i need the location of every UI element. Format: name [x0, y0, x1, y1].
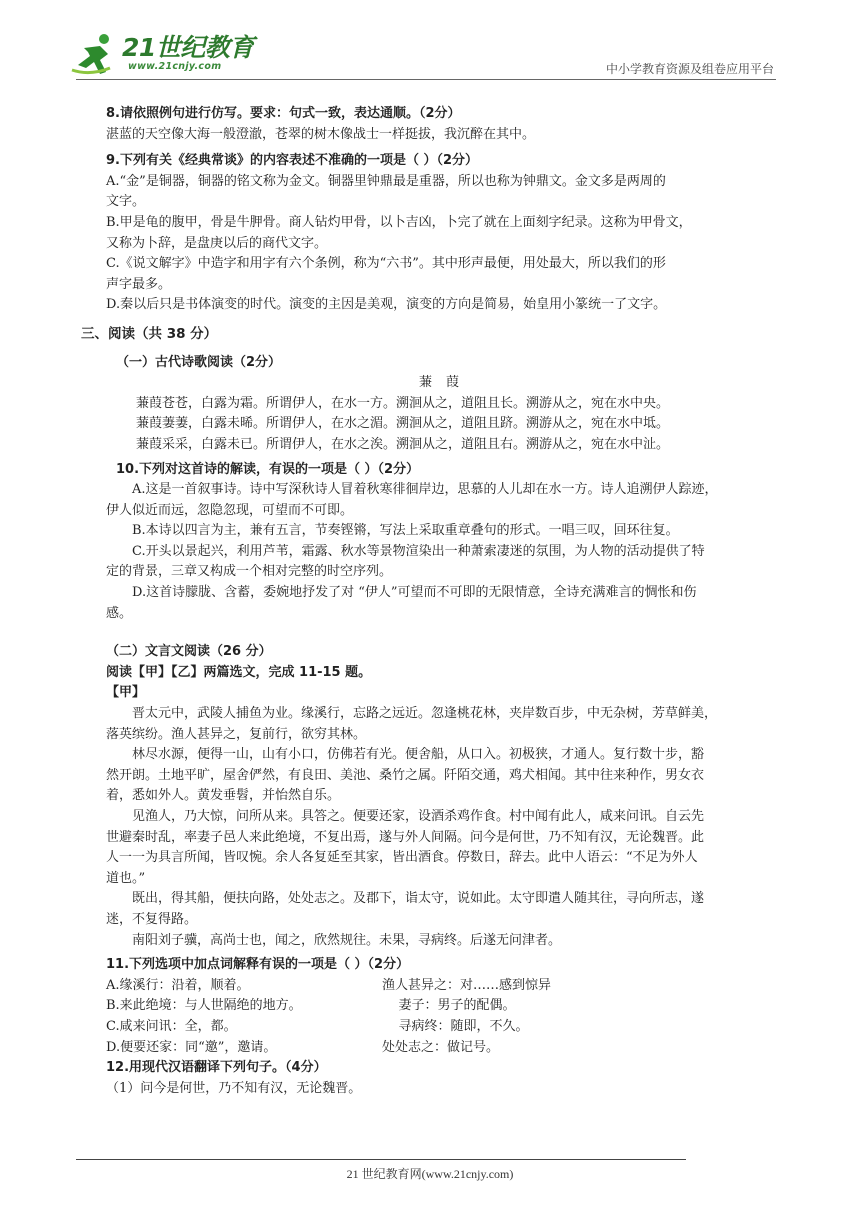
q11-option-right: 寻病终：随即，不久。 — [382, 1018, 529, 1034]
q10-option-d: D.这首诗朦胧、含蓄，委婉地抒发了对 “伊人”可望而不可即的无限情意，全诗充满难言的惆怅和伤 — [132, 585, 697, 601]
section-3-title: 三、阅读（共 38 分） — [81, 325, 218, 342]
poetry-section-title: （一）古代诗歌阅读（2分） — [116, 354, 282, 370]
q11-option-right: 处处志之：做记号。 — [382, 1039, 500, 1055]
passage-line: 着，悉如外人。黄发垂髫，并怡然自乐。 — [106, 788, 341, 804]
logo-text: 21世纪教育 — [122, 33, 254, 62]
q9-option-a-cont: 文字。 — [106, 194, 146, 210]
classical-section-title: （二）文言文阅读（26 分） — [106, 644, 272, 660]
q9-option-d: D.秦以后只是书体演变的时代。演变的主因是美观，演变的方向是简易，始皇用小篆统一了文字。 — [106, 297, 667, 313]
runner-logo-icon — [70, 32, 124, 76]
passage-line: 迷，不复得路。 — [106, 911, 198, 927]
logo — [70, 28, 260, 80]
document-body — [81, 104, 786, 1099]
q10-option-c: C.开头以景起兴，利用芦苇，霜露、秋水等景物渲染出一种萧索凄迷的氛围，为人物的活动提供了特 — [132, 543, 705, 559]
q10-option-b: B.本诗以四言为主，兼有五言，节奏铿锵，写法上采取重章叠句的形式。一唱三叹，回环往复。 — [132, 523, 679, 539]
platform-name: 中小学教育资源及组卷应用平台 — [605, 62, 774, 76]
passage-line: 落英缤纷。渔人甚异之，复前行，欲穷其林。 — [106, 726, 367, 742]
q11-title: 11.下列选项中加点词解释有误的一项是（ ）（2分） — [106, 957, 410, 973]
q10-option-d-cont: 感。 — [106, 605, 133, 621]
logo-url: www.21cnjy.com — [128, 61, 222, 72]
passage-line: 道也。” — [106, 870, 146, 886]
passage-line: 晋太元中，武陵人捕鱼为业。缘溪行，忘路之远近。忽逢桃花林，夹岸数百步，中无杂树，芳草鲜美， — [132, 706, 718, 722]
footer-divider — [76, 1159, 686, 1160]
passage-line: 林尽水源，便得一山，山有小口，仿佛若有光。便舍船，从口入。初极狭，才通人。复行数十步，豁 — [132, 747, 705, 763]
q10-title: 10.下列对这首诗的解读，有误的一项是（ ）（2分） — [116, 461, 420, 477]
q11-option-left: A.缘溪行：沿着，顺着。 — [106, 977, 250, 993]
q11-option-left: D.便要还家：同“邀”，邀请。 — [106, 1039, 277, 1055]
q11-option-right: 妻子：男子的配偶。 — [382, 998, 516, 1014]
q11-row — [106, 976, 786, 997]
q10-option-a: A.这是一首叙事诗。诗中写深秋诗人冒着秋寒徘徊岸边，思慕的人儿却在水一方。诗人追溯伊人踪迹， — [132, 482, 718, 498]
passage-line: 既出，得其船，便扶向路，处处志之。及郡下，诣太守，说如此。太守即遣人随其往，寻向所志，遂 — [132, 891, 705, 907]
passage-jia-label: 【甲】 — [106, 685, 146, 701]
poem-line: 蒹葭采采，白露未已。所谓伊人，在水之涘。溯洄从之，道阻且右。溯游从之，宛在水中沚。 — [136, 436, 670, 452]
q12-sentence-1: （1）问今是何世，乃不知有汉，无论魏晋。 — [106, 1080, 362, 1096]
q9-option-b: B.甲是龟的腹甲，骨是牛胛骨。商人钻灼甲骨，以卜吉凶，卜完了就在上面刻字纪录。这称为甲骨文， — [106, 214, 692, 230]
q11-row — [106, 1038, 786, 1059]
q11-option-right: 渔人甚异之：对……感到惊异 — [382, 977, 552, 993]
page-header — [0, 0, 860, 86]
q11-row — [106, 996, 786, 1017]
q11-row — [106, 1017, 786, 1038]
poem-line: 蒹葭苍苍，白露为霜。所谓伊人，在水一方。溯洄从之，道阻且长。溯游从之，宛在水中央。 — [136, 395, 670, 411]
passage-line: 然开朗。土地平旷，屋舍俨然，有良田、美池、桑竹之属。阡陌交通，鸡犬相闻。其中往来种作，男女衣 — [106, 767, 705, 783]
page-footer: 21 世纪教育网(www.21cnjy.com) — [346, 1167, 514, 1181]
q8-example: 湛蓝的天空像大海一般澄澈，苍翠的树木像战士一样挺拔，我沉醉在其中。 — [106, 126, 536, 142]
q10-option-a-cont: 伊人似近而远，忽隐忽现，可望而不可即。 — [106, 502, 354, 518]
passage-line: 南阳刘子骥，高尚士也，闻之，欣然规往。未果，寻病终。后遂无问津者。 — [132, 932, 562, 948]
q12-title: 12.用现代汉语翻译下列句子。（4分） — [106, 1060, 327, 1076]
q11-option-left: C.咸来问讯：全，都。 — [106, 1018, 237, 1034]
poem-line: 蒹葭萋萋，白露未晞。所谓伊人，在水之湄。溯洄从之，道阻且跻。溯游从之，宛在水中坻。 — [136, 416, 670, 432]
passage-line: 世避秦时乱，率妻子邑人来此绝境，不复出焉，遂与外人间隔。问今是何世，乃不知有汉，无论魏晋。此 — [106, 829, 705, 845]
header-divider — [76, 79, 776, 80]
passage-line: 见渔人，乃大惊，问所从来。具答之。便要还家，设酒杀鸡作食。村中闻有此人，咸来问讯。自云先 — [132, 809, 705, 824]
poem-title: 蒹葭 — [418, 375, 473, 391]
q9-option-c: C.《说文解字》中造字和用字有六个条例，称为“六书”。其中形声最便，用处最大，所以我们的形 — [106, 256, 666, 272]
classical-intro: 阅读【甲】【乙】两篇选文，完成 11-15 题。 — [106, 664, 372, 680]
q9-option-a: A.“金”是铜器，铜器的铭文称为金文。铜器里钟鼎最是重器，所以也称为钟鼎文。金文多是两周的 — [106, 173, 666, 189]
q9-option-c-cont: 声字最多。 — [106, 276, 172, 292]
q9-title: 9.下列有关《经典常谈》的内容表述不准确的一项是（ ）（2分） — [106, 153, 479, 169]
q11-option-left: B.来此绝境：与人世隔绝的地方。 — [106, 998, 302, 1014]
q10-option-c-cont: 定的背景，三章又构成一个相对完整的时空序列。 — [106, 564, 393, 580]
q8-title: 8.请依照例句进行仿写。要求：句式一致，表达通顺。（2分） — [106, 106, 461, 121]
passage-line: 人一一为具言所闻，皆叹惋。余人各复延至其家，皆出酒食。停数日，辞去。此中人语云：“不足为外人 — [106, 850, 698, 866]
q9-option-b-cont: 又称为卜辞，是盘庚以后的商代文字。 — [106, 235, 328, 251]
